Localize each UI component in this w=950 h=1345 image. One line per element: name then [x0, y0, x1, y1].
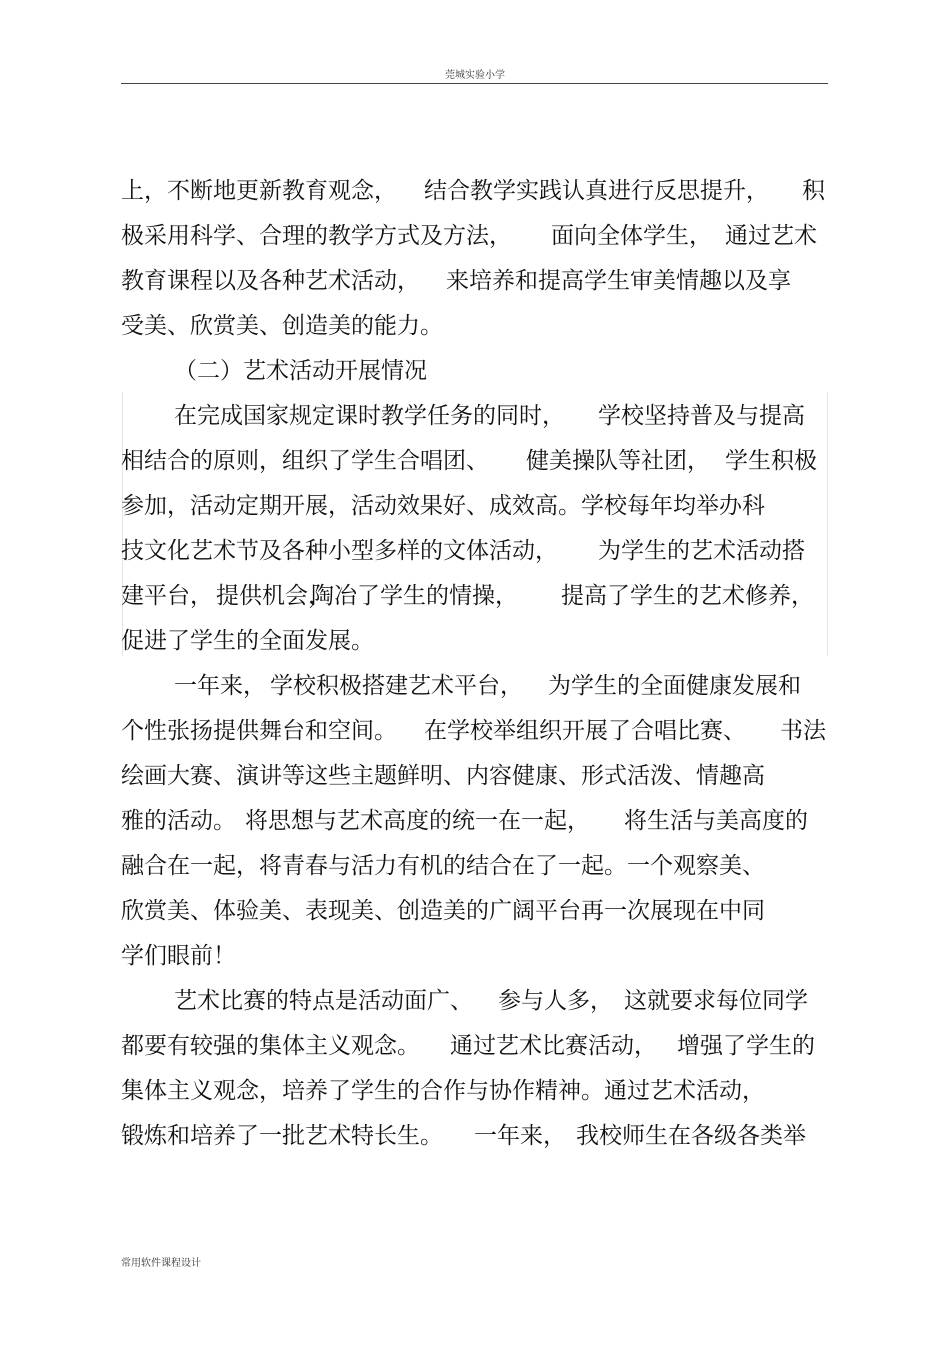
- text-segment: 在完成国家规定课时教学任务的同时，: [174, 403, 565, 429]
- text-segment: 受美、欣赏美、创造美的能力。: [121, 313, 443, 339]
- header-divider: [121, 83, 828, 84]
- text-segment: 学生积极: [725, 448, 817, 474]
- text-line: [0, 1071, 950, 1111]
- text-segment: 锻炼和培养了一批艺术特长生。: [121, 1123, 443, 1149]
- text-segment: 通过艺术比赛活动，: [450, 1033, 657, 1059]
- text-segment: 提供机会，: [216, 583, 331, 609]
- text-line: [0, 846, 950, 886]
- text-segment: 参加，活动定期开展，活动效果好、成效高。学校每年均举办科: [121, 493, 765, 519]
- text-line: [0, 756, 950, 796]
- text-segment: 通过艺术: [725, 223, 817, 249]
- text-line: [0, 441, 950, 481]
- text-segment: 学们眼前！: [121, 943, 236, 969]
- text-segment: 积: [802, 178, 825, 204]
- text-segment: 都要有较强的集体主义观念。: [121, 1033, 420, 1059]
- text-segment: 为学生的艺术活动搭: [598, 538, 805, 564]
- text-line: [0, 216, 950, 256]
- text-line: [0, 306, 950, 346]
- text-segment: 增强了学生的: [677, 1033, 815, 1059]
- text-line: [0, 531, 950, 571]
- text-segment: 一年来，: [474, 1123, 566, 1149]
- text-segment: 建平台，: [121, 583, 213, 609]
- page-header-title: 莞城实验小学: [445, 70, 505, 81]
- text-segment: 教育课程以及各种艺术活动，: [121, 268, 420, 294]
- text-segment: （二）艺术活动开展情况: [174, 358, 427, 384]
- text-segment: 技文化艺术节及各种小型多样的文体活动，: [121, 538, 558, 564]
- text-segment: 来培养和提高学生审美情趣以及享: [446, 268, 791, 294]
- text-line: [0, 171, 950, 211]
- text-line: [0, 351, 950, 391]
- text-segment: 雅的活动。: [121, 808, 236, 834]
- text-line: [0, 711, 950, 751]
- text-segment: 绘画大赛、演讲等这些主题鲜明、内容健康、形式活泼、情趣高: [121, 763, 765, 789]
- text-segment: 书法: [780, 718, 826, 744]
- text-segment: 我校师生在各级各类举: [576, 1123, 806, 1149]
- text-segment: 提高了学生的艺术修养，: [561, 583, 814, 609]
- text-segment: 这就要求每位同学: [624, 988, 808, 1014]
- text-segment: 在学校举组织开展了合唱比赛、: [424, 718, 746, 744]
- text-segment: 欣赏美、体验美、表现美、创造美的广阔平台再一次展现在中同: [121, 898, 765, 924]
- text-segment: 将思想与艺术高度的统一在一起，: [245, 808, 590, 834]
- text-segment: 面向全体学生，: [551, 223, 712, 249]
- text-segment: 参与人多，: [498, 988, 613, 1014]
- text-line: [0, 486, 950, 526]
- text-line: [0, 396, 950, 436]
- text-segment: 学校积极搭建艺术平台，: [270, 673, 523, 699]
- text-segment: 为学生的全面健康发展和: [548, 673, 801, 699]
- text-segment: 集体主义观念，培养了学生的合作与协作精神。通过艺术活动，: [121, 1078, 765, 1104]
- text-line: [0, 891, 950, 931]
- page-footer: 常用软件课程设计: [121, 1258, 201, 1269]
- text-segment: 融合在一起，将青春与活力有机的结合在了一起。一个观察美、: [121, 853, 765, 879]
- text-line: [0, 666, 950, 706]
- text-segment: 上，不断地更新教育观念，: [121, 178, 397, 204]
- text-line: [0, 801, 950, 841]
- text-segment: 将生活与美高度的: [624, 808, 808, 834]
- text-segment: 个性张扬提供舞台和空间。: [121, 718, 397, 744]
- text-line: [0, 1026, 950, 1066]
- text-segment: 一年来，: [174, 673, 266, 699]
- text-segment: 结合教学实践认真进行反思提升，: [424, 178, 769, 204]
- text-segment: 学校坚持普及与提高: [598, 403, 805, 429]
- text-line: [0, 621, 950, 661]
- text-segment: 促进了学生的全面发展。: [121, 628, 374, 654]
- text-segment: 健美操队等社团，: [526, 448, 710, 474]
- text-segment: 艺术比赛的特点是活动面广、: [174, 988, 473, 1014]
- text-line: [0, 936, 950, 976]
- text-line: [0, 261, 950, 301]
- text-line: [0, 1116, 950, 1156]
- text-line: [0, 981, 950, 1021]
- text-segment: 陶冶了学生的情操，: [311, 583, 518, 609]
- text-line: [0, 576, 950, 616]
- text-segment: 相结合的原则，组织了学生合唱团、: [121, 448, 489, 474]
- text-segment: 极采用科学、合理的教学方式及方法，: [121, 223, 512, 249]
